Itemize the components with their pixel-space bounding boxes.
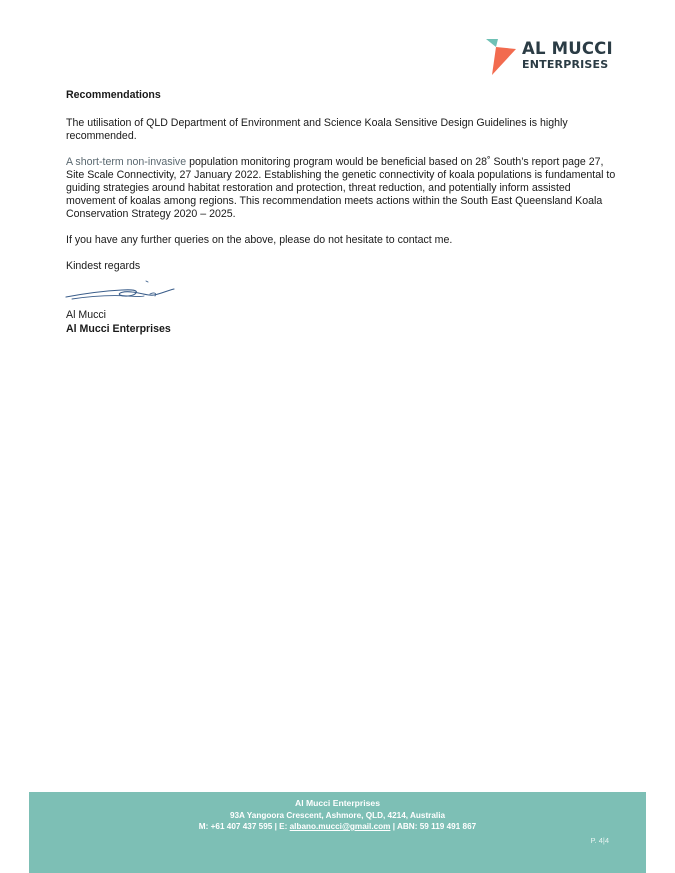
signatory-company: Al Mucci Enterprises — [66, 323, 171, 335]
footer-company: Al Mucci Enterprises — [294, 798, 380, 808]
paragraph-guidelines: The utilisation of QLD Department of Environment and Science Koala Sensitive Design Guidelines is highly recommended. — [66, 117, 568, 142]
closing-salutation: Kindest regards — [66, 260, 141, 272]
signature-icon — [62, 277, 180, 305]
handwritten-signature — [62, 277, 177, 305]
company-logo — [484, 37, 614, 77]
logo-wordmark: AL MUCCI — [522, 39, 613, 58]
footer-phone: M: +61 407 437 595 | E: — [198, 822, 290, 831]
footer-abn: | ABN: 59 119 491 867 — [390, 822, 477, 831]
page-number: P. 4|4 — [590, 836, 609, 845]
highlighted-phrase: A short-term non-invasive — [66, 156, 187, 168]
letter-body — [66, 89, 616, 336]
signatory-name: Al Mucci — [66, 309, 107, 321]
page-footer — [29, 792, 646, 873]
footer-contact — [29, 821, 646, 833]
paragraph-monitoring — [66, 156, 616, 221]
section-heading: Recommendations — [66, 89, 161, 101]
footer-address: 93A Yangoora Crescent, Ashmore, QLD, 4214, Australia — [229, 810, 446, 820]
paragraph-monitoring-text: population monitoring program would be beneficial based on 28˚ South’s report page 27, Site Scale Connectivity, 27 January 2022. Establishing the genetic connectivity of koala populations is fundamental to guiding strategies around habitat restoration and protection, threat reduction, and potentially inform assisted movement of koalas among regions. This recommendation meets actions within the South East Queensland Koala Conservation Strategy 2020 – 2025. — [66, 156, 616, 220]
paragraph-contact: If you have any further queries on the above, please do not hesitate to contact me. — [66, 234, 453, 246]
footer-email-link[interactable]: albano.mucci@gmail.com — [289, 822, 391, 831]
logo-mark-icon — [484, 37, 518, 77]
logo-subtitle: ENTERPRISES — [522, 58, 609, 71]
